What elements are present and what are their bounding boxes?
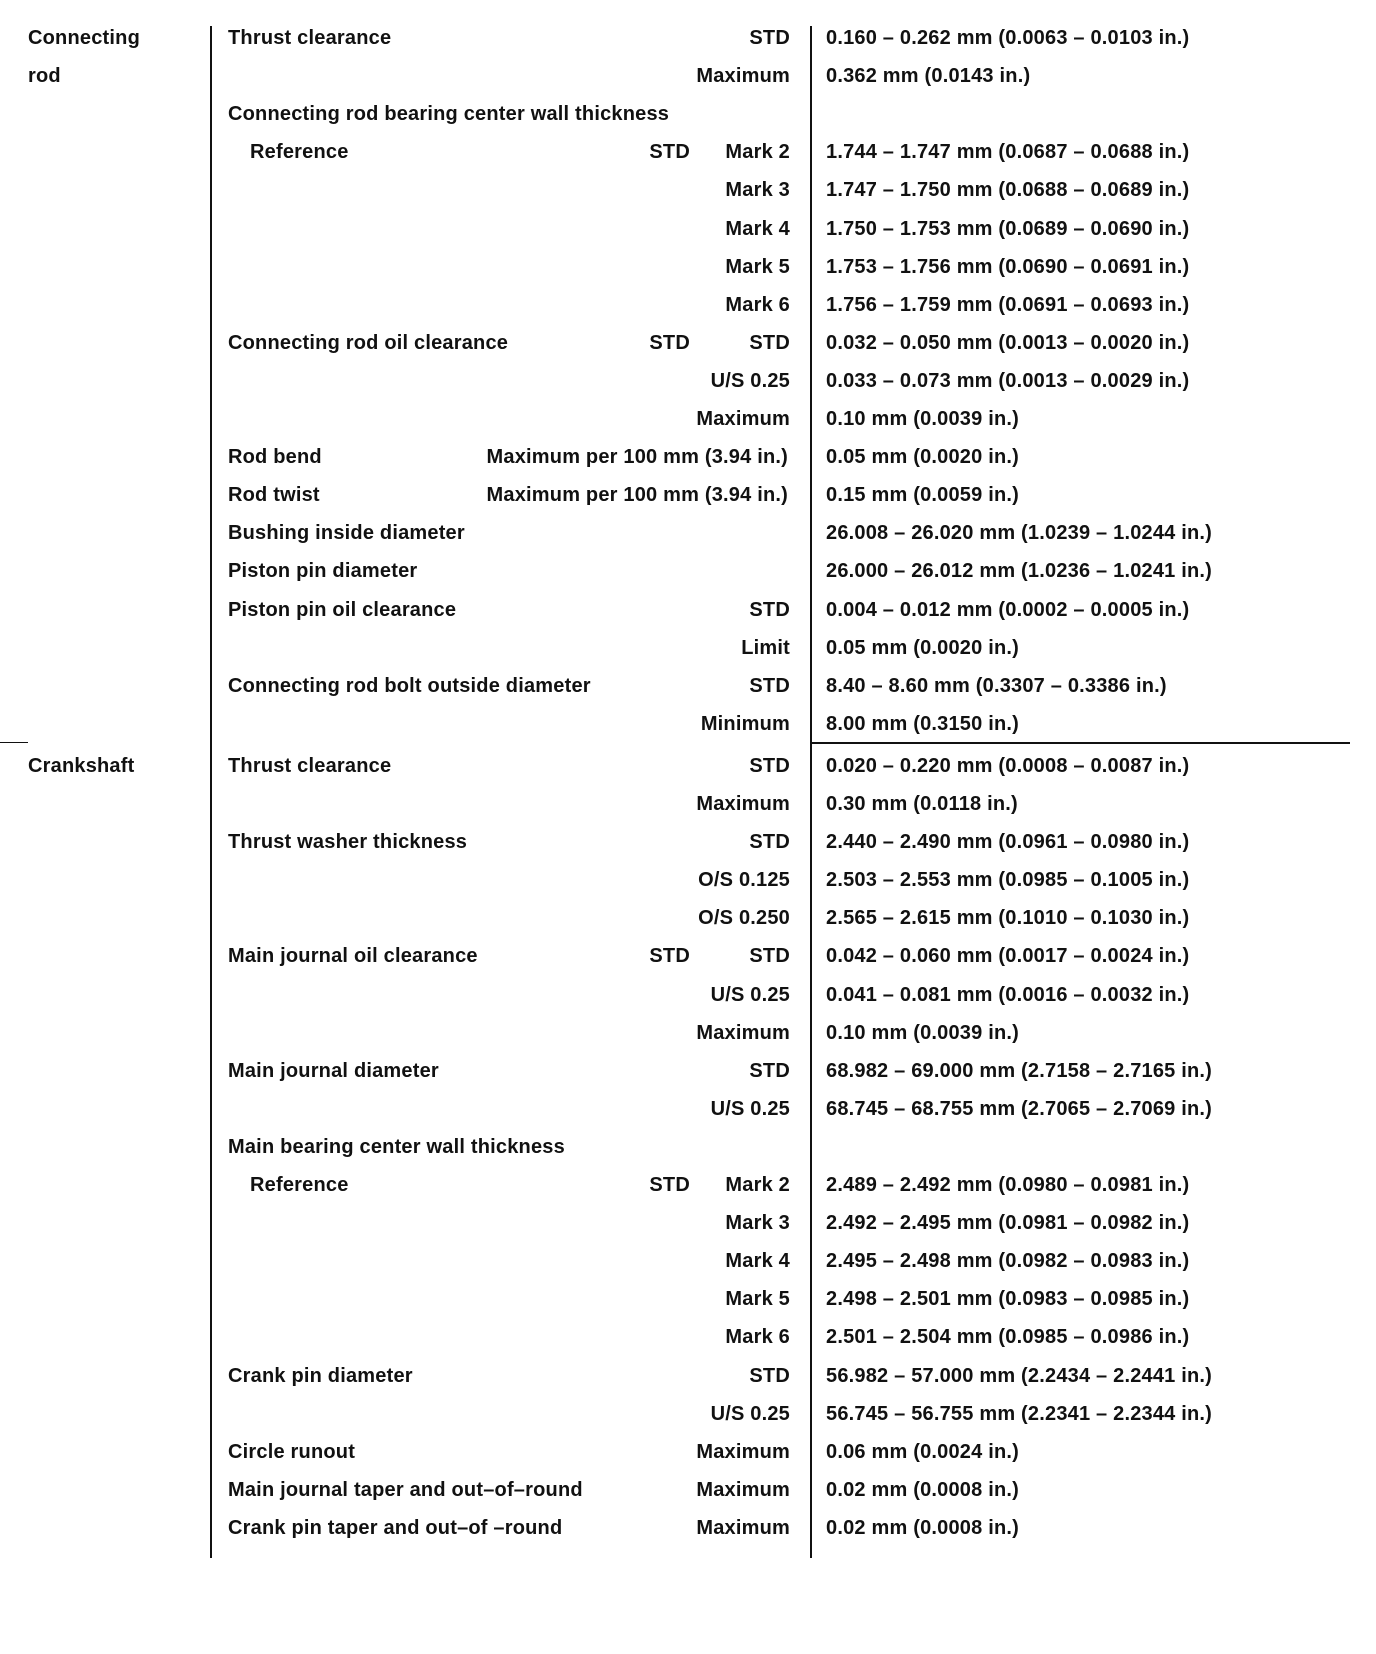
spec-std-label: STD: [649, 141, 690, 164]
spec-value: 0.020 – 0.220 mm (0.0008 – 0.0087 in.): [826, 754, 1190, 777]
spec-value: 2.489 – 2.492 mm (0.0980 – 0.0981 in.): [826, 1174, 1190, 1196]
spec-item-label: Main journal oil clearance: [228, 945, 478, 968]
spec-value: 0.10 mm (0.0039 in.): [826, 1021, 1019, 1044]
spec-sub-label: Maximum: [696, 1478, 790, 1501]
spec-sub-label: U/S 0.25: [710, 1097, 790, 1120]
spec-sub-label: Mark 6: [725, 1326, 790, 1349]
spec-sub-label: Maximum: [696, 1440, 790, 1463]
spec-item-label: Circle runout: [228, 1440, 356, 1463]
spec-item-label: Piston pin diameter: [228, 560, 418, 583]
spec-value: 0.033 – 0.073 mm (0.0013 – 0.0029 in.): [826, 369, 1190, 392]
spec-value: 0.004 – 0.012 mm (0.0002 – 0.0005 in.): [826, 598, 1190, 621]
spec-value: 0.05 mm (0.0020 in.): [826, 446, 1019, 469]
spec-std-label: STD: [649, 331, 690, 354]
spec-value: 0.05 mm (0.0020 in.): [826, 636, 1019, 659]
spec-item-label: Crank pin taper and out–of –round: [228, 1516, 563, 1539]
spec-item-label: Main journal diameter: [228, 1059, 439, 1082]
spec-sub-label: Maximum: [696, 408, 790, 430]
spec-value: 1.744 – 1.747 mm (0.0687 – 0.0688 in.): [826, 141, 1190, 164]
spec-sub-label: Mark 3: [725, 1212, 790, 1235]
spec-sub-label: Mark 2: [725, 141, 790, 164]
spec-sub-label: U/S 0.25: [710, 1402, 790, 1425]
spec-sub-label: Mark 4: [725, 217, 790, 240]
spec-item-label: Reference: [250, 1174, 349, 1196]
spec-value: 0.041 – 0.081 mm (0.0016 – 0.0032 in.): [826, 983, 1190, 1006]
spec-value: 0.15 mm (0.0059 in.): [826, 484, 1019, 507]
spec-sub-label: O/S 0.250: [698, 907, 790, 930]
spec-sub-label: STD: [749, 1059, 790, 1082]
spec-sub-label: STD: [749, 674, 790, 697]
spec-value: 8.00 mm (0.3150 in.): [826, 712, 1019, 735]
spec-sub-label: Minimum: [700, 712, 790, 735]
value-column-rule: [810, 26, 812, 1558]
spec-sub-label: Maximum: [696, 1516, 790, 1539]
spec-sub-label: Limit: [741, 636, 790, 659]
spec-value: 2.498 – 2.501 mm (0.0983 – 0.0985 in.): [826, 1288, 1190, 1311]
spec-value: 68.745 – 68.755 mm (2.7065 – 2.7069 in.): [826, 1097, 1213, 1120]
spec-item-label: Rod bend: [228, 446, 322, 469]
section-label: Crankshaft: [28, 754, 135, 777]
spec-value: 0.02 mm (0.0008 in.): [826, 1478, 1019, 1501]
spec-value: 26.008 – 26.020 mm (1.0239 – 1.0244 in.): [826, 522, 1213, 545]
spec-value: 0.160 – 0.262 mm (0.0063 – 0.0103 in.): [826, 27, 1190, 49]
spec-value: 0.30 mm (0.0118 in.): [826, 793, 1018, 815]
spec-sub-label: STD: [749, 27, 790, 49]
spec-item-label: Bushing inside diameter: [228, 522, 465, 545]
spec-item-label: Connecting rod oil clearance: [228, 331, 509, 354]
spec-value: 2.565 – 2.615 mm (0.1010 – 0.1030 in.): [826, 907, 1190, 930]
spec-value: 2.501 – 2.504 mm (0.0985 – 0.0986 in.): [826, 1326, 1190, 1349]
spec-value: 1.750 – 1.753 mm (0.0689 – 0.0690 in.): [826, 217, 1190, 240]
spec-sub-label: STD: [749, 945, 790, 968]
section-divider-line: [810, 742, 1350, 744]
spec-item-label: Thrust clearance: [228, 27, 392, 49]
spec-value: 1.756 – 1.759 mm (0.0691 – 0.0693 in.): [826, 293, 1190, 316]
spec-item-label: Connecting rod bolt outside diameter: [228, 674, 591, 697]
spec-value: 1.747 – 1.750 mm (0.0688 – 0.0689 in.): [826, 179, 1190, 202]
spec-value: 0.032 – 0.050 mm (0.0013 – 0.0020 in.): [826, 331, 1190, 354]
spec-value: 56.982 – 57.000 mm (2.2434 – 2.2441 in.): [826, 1364, 1213, 1387]
section-divider-tick: [0, 742, 28, 743]
spec-sub-label: Mark 2: [725, 1174, 790, 1196]
spec-value: 0.06 mm (0.0024 in.): [826, 1440, 1019, 1463]
spec-value: 0.362 mm (0.0143 in.): [826, 65, 1031, 88]
spec-item-label: Main journal taper and out–of–round: [228, 1478, 583, 1501]
spec-sub-label: STD: [749, 1364, 790, 1387]
spec-sub-label: Maximum: [696, 1021, 790, 1044]
spec-sub-label: STD: [749, 831, 790, 854]
spec-value: 0.10 mm (0.0039 in.): [826, 408, 1019, 430]
spec-sub-label: U/S 0.25: [710, 369, 790, 392]
spec-value: 2.495 – 2.498 mm (0.0982 – 0.0983 in.): [826, 1250, 1190, 1273]
spec-value: 0.02 mm (0.0008 in.): [826, 1516, 1019, 1539]
spec-sub-label: Maximum: [696, 65, 790, 88]
section-label: rod: [28, 65, 61, 88]
left-column-rule: [210, 742, 212, 1558]
spec-value: 0.042 – 0.060 mm (0.0017 – 0.0024 in.): [826, 945, 1190, 968]
spec-sub-label: STD: [749, 331, 790, 354]
spec-value: 2.503 – 2.553 mm (0.0985 – 0.1005 in.): [826, 869, 1190, 892]
spec-value: 1.753 – 1.756 mm (0.0690 – 0.0691 in.): [826, 255, 1190, 278]
spec-item-label: Crank pin diameter: [228, 1364, 413, 1387]
spec-condition: Maximum per 100 mm (3.94 in.): [486, 446, 788, 469]
left-column-rule: [210, 26, 212, 744]
spec-value: 56.745 – 56.755 mm (2.2341 – 2.2344 in.): [826, 1402, 1213, 1425]
spec-item-label: Connecting rod bearing center wall thickness: [228, 103, 670, 126]
spec-item-label: Thrust washer thickness: [228, 831, 468, 854]
spec-std-label: STD: [649, 945, 690, 968]
spec-sub-label: STD: [749, 598, 790, 621]
spec-item-label: Reference: [250, 141, 349, 164]
spec-item-label: Thrust clearance: [228, 754, 392, 777]
spec-sub-label: Mark 6: [725, 293, 790, 316]
spec-sub-label: Mark 4: [725, 1250, 790, 1273]
spec-value: 2.492 – 2.495 mm (0.0981 – 0.0982 in.): [826, 1212, 1190, 1235]
spec-sub-label: Mark 3: [725, 179, 790, 202]
spec-sub-label: Mark 5: [725, 1288, 790, 1311]
spec-sub-label: Maximum: [696, 793, 790, 815]
spec-sub-label: U/S 0.25: [710, 983, 790, 1006]
spec-sub-label: STD: [749, 754, 790, 777]
spec-item-label: Main bearing center wall thickness: [228, 1135, 565, 1158]
spec-item-label: Piston pin oil clearance: [228, 598, 457, 621]
spec-condition: Maximum per 100 mm (3.94 in.): [486, 484, 788, 507]
spec-value: 68.982 – 69.000 mm (2.7158 – 2.7165 in.): [826, 1059, 1213, 1082]
spec-value: 8.40 – 8.60 mm (0.3307 – 0.3386 in.): [826, 674, 1167, 697]
section-label: Connecting: [28, 27, 140, 49]
spec-std-label: STD: [649, 1174, 690, 1196]
spec-item-label: Rod twist: [228, 484, 320, 507]
spec-sub-label: Mark 5: [725, 255, 790, 278]
spec-value: 26.000 – 26.012 mm (1.0236 – 1.0241 in.): [826, 560, 1213, 583]
spec-sub-label: O/S 0.125: [698, 869, 790, 892]
spec-value: 2.440 – 2.490 mm (0.0961 – 0.0980 in.): [826, 831, 1190, 854]
